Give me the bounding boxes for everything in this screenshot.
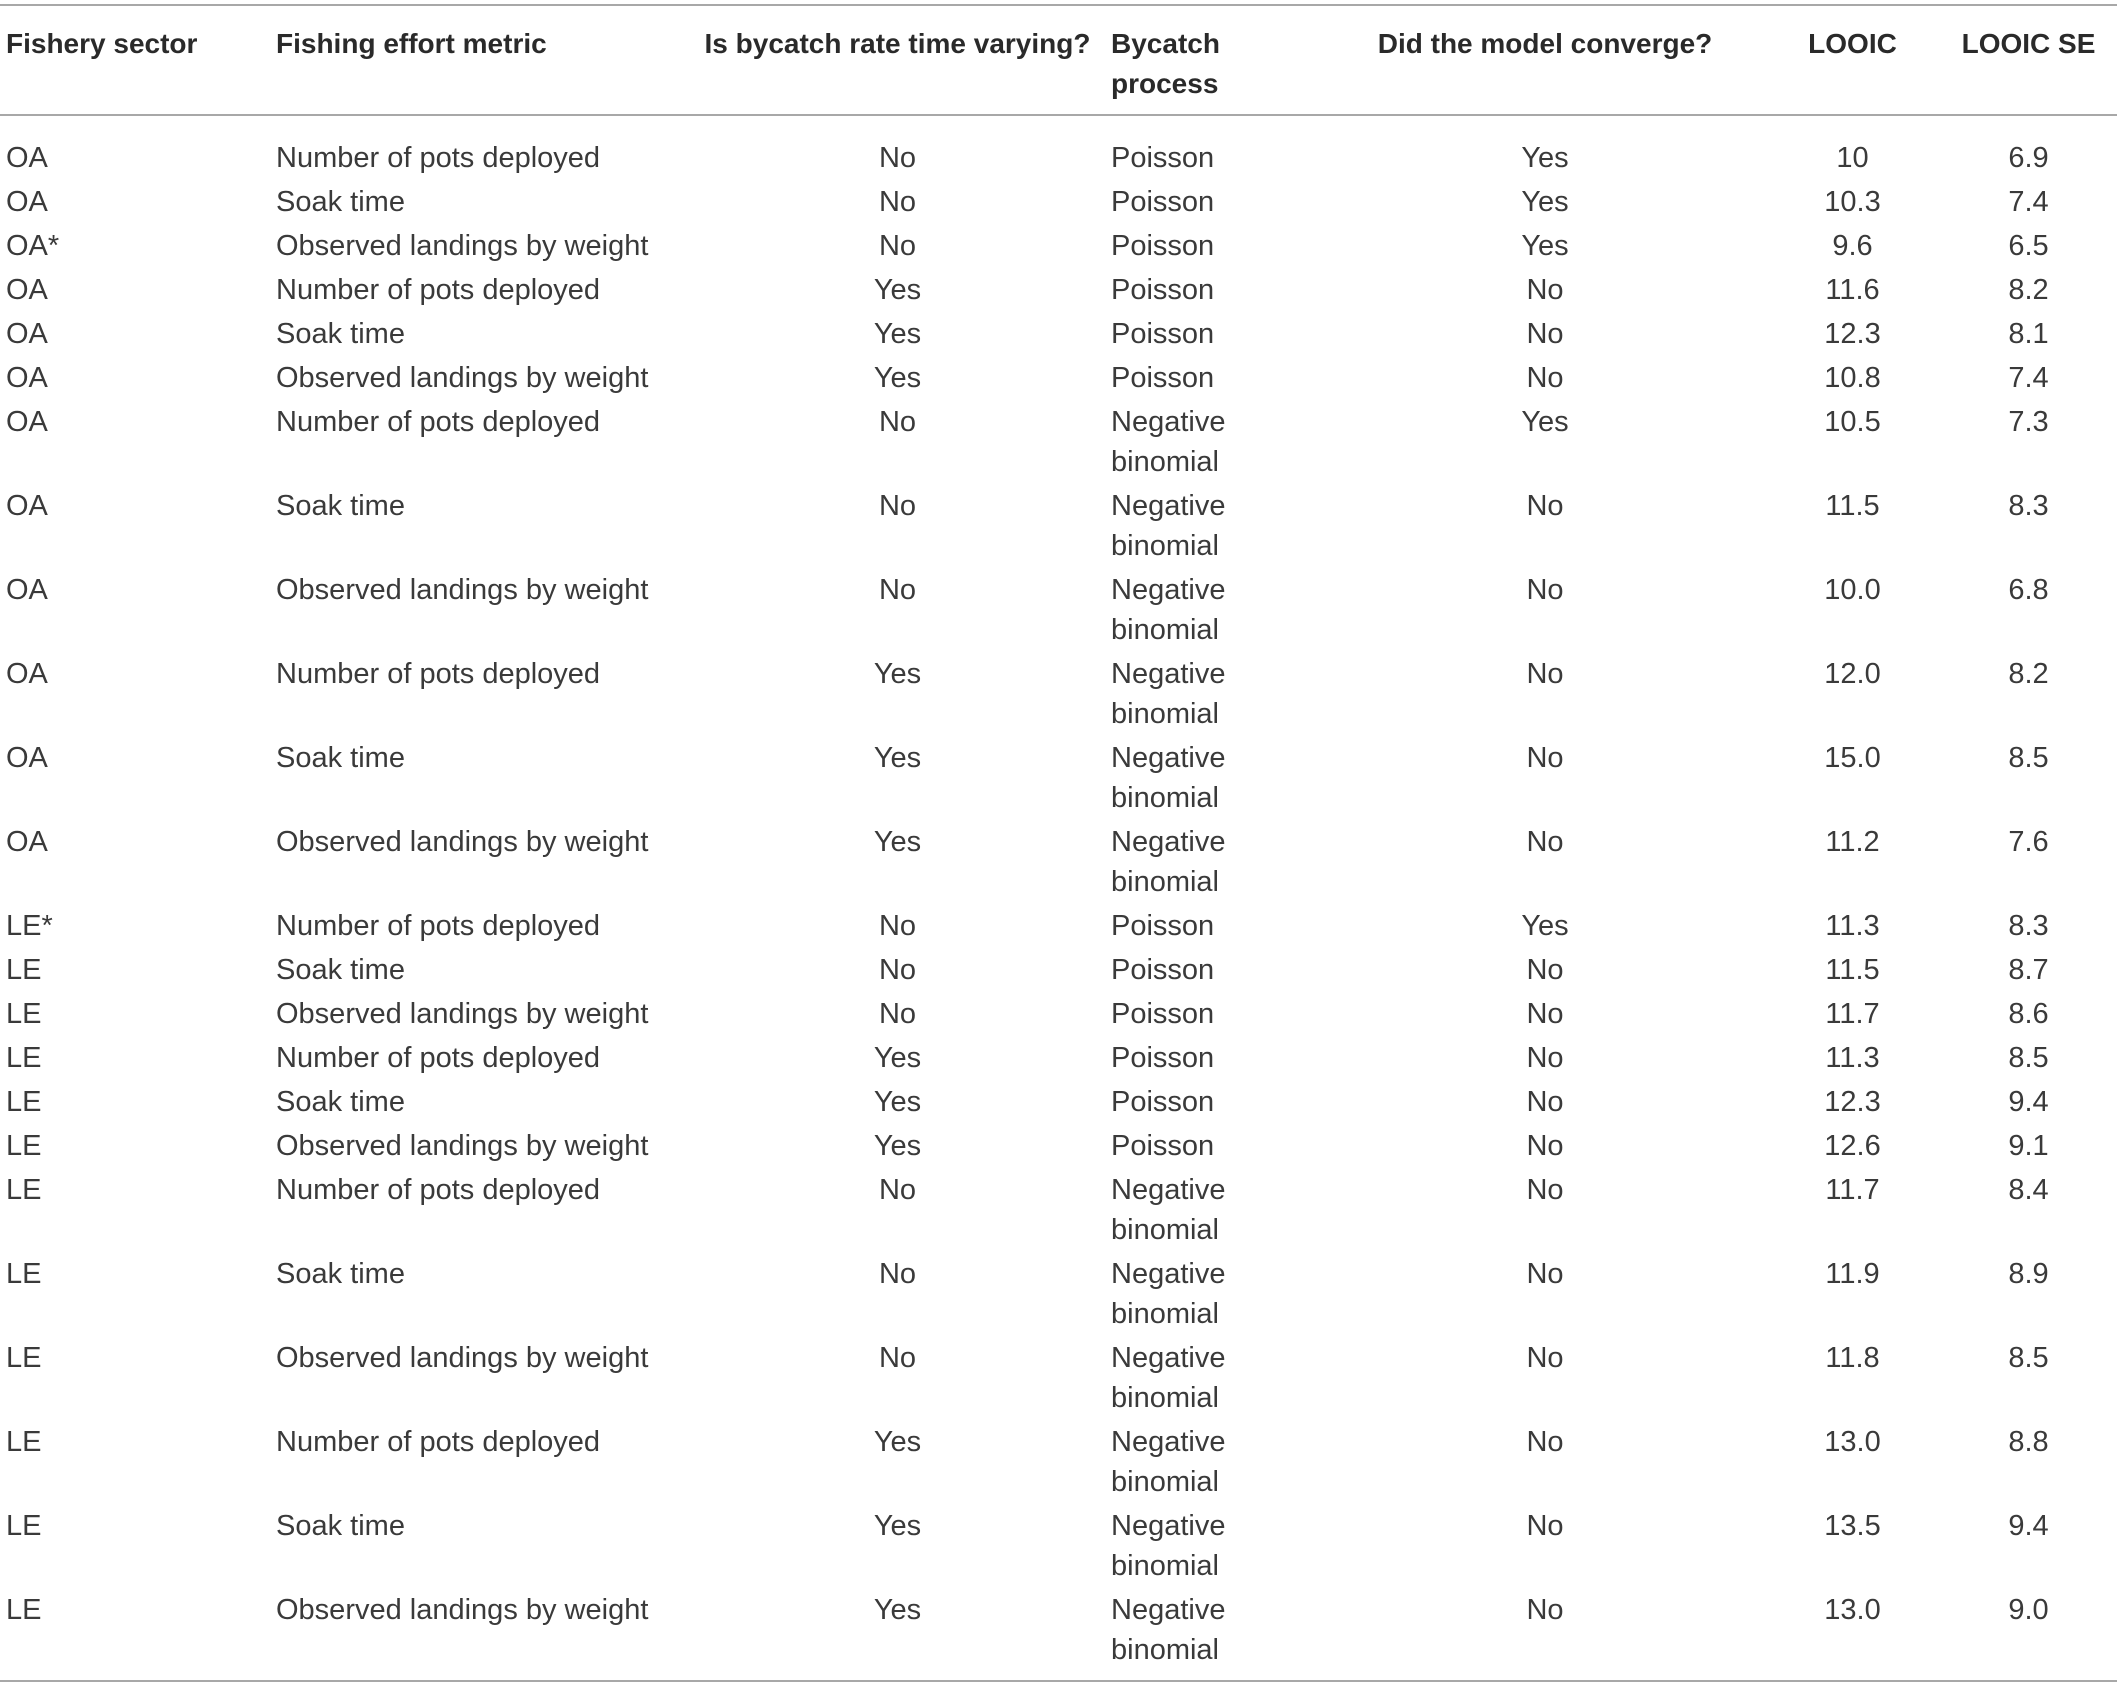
cell-bycatch-process: Poisson bbox=[1111, 998, 1215, 1030]
cell-fishing-effort-metric: Number of pots deployed bbox=[276, 1426, 601, 1458]
header-fishing-effort-metric: Fishing effort metric bbox=[276, 28, 547, 59]
cell-fishery-sector: LE bbox=[6, 1342, 42, 1374]
cell-time-varying: No bbox=[878, 490, 917, 522]
cell-fishery-sector: LE bbox=[6, 998, 42, 1030]
header-model-converge: Did the model converge? bbox=[1377, 28, 1713, 59]
cell-time-varying: No bbox=[878, 574, 917, 606]
cell-bycatch-process: Negative binomial bbox=[1111, 1258, 1226, 1330]
cell-fishery-sector: LE bbox=[6, 1042, 42, 1074]
cell-bycatch-process: Poisson bbox=[1111, 274, 1215, 306]
cell-time-varying: Yes bbox=[873, 1130, 922, 1162]
cell-fishery-sector: LE bbox=[6, 1086, 42, 1118]
table-row bbox=[0, 1252, 2117, 1336]
table-row bbox=[0, 268, 2117, 312]
cell-bycatch-process: Negative binomial bbox=[1111, 406, 1226, 478]
cell-time-varying: No bbox=[878, 998, 917, 1030]
cell-bycatch-process: Poisson bbox=[1111, 910, 1215, 942]
cell-fishing-effort-metric: Observed landings by weight bbox=[276, 1130, 649, 1162]
cell-fishing-effort-metric: Soak time bbox=[276, 318, 405, 350]
table-row bbox=[0, 1420, 2117, 1504]
cell-looic: 11.7 bbox=[1825, 1174, 1880, 1206]
cell-time-varying: No bbox=[878, 1342, 917, 1374]
cell-bycatch-process: Poisson bbox=[1111, 1130, 1215, 1162]
header-looic-se: LOOIC SE bbox=[1961, 28, 2096, 59]
cell-looic: 15.0 bbox=[1824, 742, 1881, 774]
cell-fishery-sector: LE bbox=[6, 1130, 42, 1162]
table-row bbox=[0, 1036, 2117, 1080]
cell-model-converge: No bbox=[1526, 742, 1564, 774]
cell-looic: 13.5 bbox=[1824, 1510, 1881, 1542]
cell-model-converge: No bbox=[1526, 998, 1564, 1030]
cell-looic-se: 6.5 bbox=[2008, 230, 2049, 262]
table-row bbox=[0, 992, 2117, 1036]
cell-looic: 11.5 bbox=[1825, 490, 1880, 522]
cell-fishing-effort-metric: Soak time bbox=[276, 1086, 405, 1118]
cell-looic: 12.3 bbox=[1824, 1086, 1881, 1118]
cell-model-converge: No bbox=[1526, 1174, 1564, 1206]
cell-looic-se: 9.1 bbox=[2008, 1130, 2049, 1162]
cell-time-varying: No bbox=[878, 186, 917, 218]
cell-looic: 13.0 bbox=[1824, 1594, 1881, 1626]
cell-time-varying: No bbox=[878, 954, 917, 986]
table-row bbox=[0, 312, 2117, 356]
cell-time-varying: No bbox=[878, 1258, 917, 1290]
cell-fishing-effort-metric: Soak time bbox=[276, 1510, 405, 1542]
cell-bycatch-process: Poisson bbox=[1111, 362, 1215, 394]
cell-fishery-sector: LE bbox=[6, 954, 42, 986]
cell-fishing-effort-metric: Observed landings by weight bbox=[276, 574, 649, 606]
cell-time-varying: No bbox=[878, 142, 917, 174]
cell-looic: 12.6 bbox=[1824, 1130, 1881, 1162]
cell-bycatch-process: Poisson bbox=[1111, 230, 1215, 262]
cell-looic-se: 8.3 bbox=[2008, 490, 2049, 522]
cell-time-varying: No bbox=[878, 406, 917, 438]
cell-fishing-effort-metric: Soak time bbox=[276, 1258, 405, 1290]
cell-bycatch-process: Negative binomial bbox=[1111, 826, 1226, 898]
cell-fishery-sector: OA bbox=[6, 826, 48, 858]
cell-fishery-sector: OA bbox=[6, 186, 48, 218]
cell-fishing-effort-metric: Number of pots deployed bbox=[276, 142, 601, 174]
cell-fishing-effort-metric: Number of pots deployed bbox=[276, 1174, 601, 1206]
cell-model-converge: No bbox=[1526, 574, 1564, 606]
cell-fishing-effort-metric: Soak time bbox=[276, 954, 405, 986]
cell-looic: 11.2 bbox=[1825, 826, 1880, 858]
cell-looic-se: 8.5 bbox=[2008, 1042, 2049, 1074]
header-fishery-sector: Fishery sector bbox=[6, 28, 198, 59]
cell-looic: 11.7 bbox=[1825, 998, 1880, 1030]
cell-looic: 12.3 bbox=[1824, 318, 1881, 350]
table-row bbox=[0, 115, 2117, 180]
cell-fishing-effort-metric: Observed landings by weight bbox=[276, 998, 649, 1030]
cell-model-converge: No bbox=[1526, 1258, 1564, 1290]
cell-fishing-effort-metric: Observed landings by weight bbox=[276, 362, 649, 394]
cell-fishing-effort-metric: Observed landings by weight bbox=[276, 230, 649, 262]
cell-looic-se: 6.8 bbox=[2008, 574, 2049, 606]
cell-fishery-sector: OA* bbox=[6, 230, 60, 262]
cell-model-converge: No bbox=[1526, 490, 1564, 522]
cell-model-converge: No bbox=[1526, 1086, 1564, 1118]
cell-model-converge: No bbox=[1526, 1342, 1564, 1374]
cell-looic: 9.6 bbox=[1832, 230, 1873, 262]
cell-time-varying: Yes bbox=[873, 1426, 922, 1458]
cell-model-converge: No bbox=[1526, 658, 1564, 690]
cell-fishing-effort-metric: Number of pots deployed bbox=[276, 910, 601, 942]
table-row bbox=[0, 1336, 2117, 1420]
cell-looic-se: 7.4 bbox=[2008, 362, 2049, 394]
cell-fishing-effort-metric: Number of pots deployed bbox=[276, 658, 601, 690]
cell-fishing-effort-metric: Number of pots deployed bbox=[276, 1042, 601, 1074]
header-looic: LOOIC bbox=[1808, 28, 1897, 59]
table-row bbox=[0, 484, 2117, 568]
cell-fishery-sector: OA bbox=[6, 274, 48, 306]
cell-looic-se: 8.5 bbox=[2008, 742, 2049, 774]
cell-time-varying: No bbox=[878, 230, 917, 262]
cell-looic-se: 8.8 bbox=[2008, 1426, 2049, 1458]
cell-bycatch-process: Negative binomial bbox=[1111, 742, 1226, 814]
cell-model-converge: Yes bbox=[1521, 186, 1569, 218]
cell-fishery-sector: LE* bbox=[6, 910, 53, 942]
cell-model-converge: No bbox=[1526, 1426, 1564, 1458]
cell-bycatch-process: Poisson bbox=[1111, 1042, 1215, 1074]
cell-looic-se: 9.0 bbox=[2008, 1594, 2049, 1626]
cell-looic-se: 7.3 bbox=[2008, 406, 2049, 438]
cell-bycatch-process: Poisson bbox=[1111, 954, 1215, 986]
table-row bbox=[0, 1504, 2117, 1588]
table-row bbox=[0, 1080, 2117, 1124]
cell-model-converge: No bbox=[1526, 1594, 1564, 1626]
table-header bbox=[0, 5, 2117, 115]
cell-looic-se: 7.6 bbox=[2008, 826, 2049, 858]
cell-looic: 12.0 bbox=[1824, 658, 1881, 690]
cell-model-converge: No bbox=[1526, 362, 1564, 394]
cell-time-varying: Yes bbox=[873, 1594, 922, 1626]
cell-looic: 10.8 bbox=[1824, 362, 1881, 394]
cell-fishery-sector: OA bbox=[6, 742, 48, 774]
cell-looic-se: 7.4 bbox=[2008, 186, 2049, 218]
table-row bbox=[0, 1588, 2117, 1681]
cell-looic: 11.3 bbox=[1825, 910, 1880, 942]
cell-fishery-sector: OA bbox=[6, 318, 48, 350]
cell-looic-se: 8.5 bbox=[2008, 1342, 2049, 1374]
cell-looic: 13.0 bbox=[1824, 1426, 1881, 1458]
table-row bbox=[0, 652, 2117, 736]
cell-model-converge: No bbox=[1526, 826, 1564, 858]
cell-looic-se: 9.4 bbox=[2008, 1510, 2049, 1542]
table-row bbox=[0, 736, 2117, 820]
cell-fishery-sector: LE bbox=[6, 1510, 42, 1542]
cell-looic: 11.3 bbox=[1825, 1042, 1880, 1074]
cell-looic-se: 8.1 bbox=[2008, 318, 2049, 350]
cell-looic: 10.5 bbox=[1824, 406, 1881, 438]
cell-fishing-effort-metric: Observed landings by weight bbox=[276, 1594, 649, 1626]
cell-model-converge: Yes bbox=[1521, 142, 1569, 174]
table-row bbox=[0, 400, 2117, 484]
table-row bbox=[0, 224, 2117, 268]
cell-looic-se: 6.9 bbox=[2008, 142, 2049, 174]
table-row bbox=[0, 820, 2117, 904]
table-row bbox=[0, 1168, 2117, 1252]
table-row bbox=[0, 356, 2117, 400]
cell-fishing-effort-metric: Soak time bbox=[276, 490, 405, 522]
cell-fishery-sector: OA bbox=[6, 406, 48, 438]
cell-bycatch-process: Negative binomial bbox=[1111, 1594, 1226, 1666]
cell-fishing-effort-metric: Number of pots deployed bbox=[276, 406, 601, 438]
cell-fishery-sector: LE bbox=[6, 1174, 42, 1206]
cell-fishing-effort-metric: Observed landings by weight bbox=[276, 826, 649, 858]
cell-bycatch-process: Negative binomial bbox=[1111, 574, 1226, 646]
cell-looic: 10.3 bbox=[1824, 186, 1881, 218]
cell-model-converge: Yes bbox=[1521, 910, 1569, 942]
cell-looic: 11.8 bbox=[1825, 1342, 1880, 1374]
cell-looic: 10 bbox=[1836, 142, 1869, 174]
cell-fishery-sector: OA bbox=[6, 658, 48, 690]
cell-bycatch-process: Negative binomial bbox=[1111, 1342, 1226, 1414]
cell-bycatch-process: Poisson bbox=[1111, 1086, 1215, 1118]
cell-looic: 11.5 bbox=[1825, 954, 1880, 986]
cell-time-varying: Yes bbox=[873, 742, 922, 774]
cell-fishery-sector: LE bbox=[6, 1426, 42, 1458]
cell-time-varying: Yes bbox=[873, 362, 922, 394]
cell-bycatch-process: Negative binomial bbox=[1111, 490, 1226, 562]
cell-looic-se: 8.4 bbox=[2008, 1174, 2049, 1206]
header-row bbox=[0, 5, 2117, 115]
cell-looic: 11.6 bbox=[1825, 274, 1880, 306]
cell-fishery-sector: OA bbox=[6, 574, 48, 606]
cell-time-varying: Yes bbox=[873, 274, 922, 306]
cell-time-varying: No bbox=[878, 910, 917, 942]
cell-model-converge: Yes bbox=[1521, 406, 1569, 438]
cell-time-varying: Yes bbox=[873, 1042, 922, 1074]
header-bycatch-process: Bycatch process bbox=[1111, 28, 1220, 99]
cell-model-converge: No bbox=[1526, 954, 1564, 986]
cell-bycatch-process: Poisson bbox=[1111, 318, 1215, 350]
cell-model-converge: Yes bbox=[1521, 230, 1569, 262]
cell-bycatch-process: Negative binomial bbox=[1111, 1174, 1226, 1246]
table-row bbox=[0, 948, 2117, 992]
table-body bbox=[0, 115, 2117, 1681]
cell-model-converge: No bbox=[1526, 318, 1564, 350]
cell-fishery-sector: OA bbox=[6, 142, 48, 174]
cell-model-converge: No bbox=[1526, 274, 1564, 306]
cell-looic-se: 8.6 bbox=[2008, 998, 2049, 1030]
cell-bycatch-process: Poisson bbox=[1111, 186, 1215, 218]
cell-time-varying: Yes bbox=[873, 826, 922, 858]
cell-looic-se: 8.3 bbox=[2008, 910, 2049, 942]
cell-fishing-effort-metric: Number of pots deployed bbox=[276, 274, 601, 306]
cell-fishing-effort-metric: Soak time bbox=[276, 186, 405, 218]
table-row bbox=[0, 904, 2117, 948]
model-comparison-table bbox=[0, 4, 2117, 1682]
cell-bycatch-process: Negative binomial bbox=[1111, 658, 1226, 730]
cell-looic: 11.9 bbox=[1825, 1258, 1880, 1290]
cell-fishery-sector: OA bbox=[6, 362, 48, 394]
cell-fishery-sector: LE bbox=[6, 1594, 42, 1626]
cell-bycatch-process: Poisson bbox=[1111, 142, 1215, 174]
cell-time-varying: Yes bbox=[873, 1510, 922, 1542]
cell-looic-se: 8.2 bbox=[2008, 658, 2049, 690]
table-row bbox=[0, 180, 2117, 224]
cell-model-converge: No bbox=[1526, 1042, 1564, 1074]
cell-fishing-effort-metric: Soak time bbox=[276, 742, 405, 774]
cell-time-varying: Yes bbox=[873, 318, 922, 350]
cell-fishery-sector: LE bbox=[6, 1258, 42, 1290]
cell-looic-se: 8.2 bbox=[2008, 274, 2049, 306]
header-time-varying: Is bycatch rate time varying? bbox=[704, 28, 1091, 59]
cell-time-varying: Yes bbox=[873, 1086, 922, 1118]
cell-bycatch-process: Negative binomial bbox=[1111, 1426, 1226, 1498]
cell-looic: 10.0 bbox=[1824, 574, 1881, 606]
cell-bycatch-process: Negative binomial bbox=[1111, 1510, 1226, 1582]
cell-fishery-sector: OA bbox=[6, 490, 48, 522]
cell-looic-se: 9.4 bbox=[2008, 1086, 2049, 1118]
cell-model-converge: No bbox=[1526, 1130, 1564, 1162]
table-row bbox=[0, 568, 2117, 652]
table-row bbox=[0, 1124, 2117, 1168]
cell-model-converge: No bbox=[1526, 1510, 1564, 1542]
cell-looic-se: 8.9 bbox=[2008, 1258, 2049, 1290]
cell-time-varying: No bbox=[878, 1174, 917, 1206]
cell-looic-se: 8.7 bbox=[2008, 954, 2049, 986]
cell-time-varying: Yes bbox=[873, 658, 922, 690]
cell-fishing-effort-metric: Observed landings by weight bbox=[276, 1342, 649, 1374]
